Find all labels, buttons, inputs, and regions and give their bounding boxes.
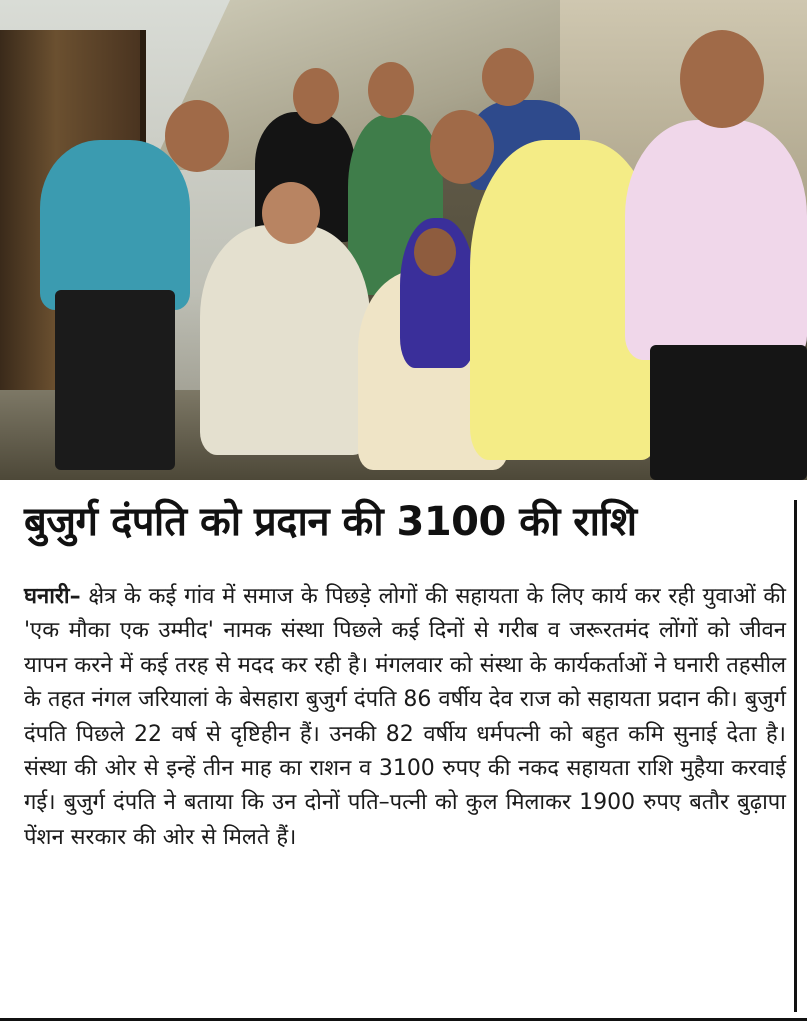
news-photo [0, 0, 807, 480]
article-dateline: घनारी– [24, 584, 81, 609]
person-blue-head [482, 48, 534, 106]
person-teal-head [165, 100, 229, 172]
person-teal-shirt [40, 140, 190, 310]
person-elder-man-head [262, 182, 320, 244]
person-teal-trousers [55, 290, 175, 470]
person-black-head [293, 68, 339, 124]
column-rule-bottom [0, 1018, 807, 1021]
article-body [24, 580, 786, 855]
article-headline: बुजुर्ग दंपति को प्रदान की 3100 की राशि [24, 499, 637, 545]
person-elder-man [200, 225, 370, 455]
person-pink-shirt [625, 120, 807, 360]
person-pink-trousers [650, 345, 807, 480]
column-rule-right [794, 500, 797, 1012]
article-text: क्षेत्र के कई गांव में समाज के पिछड़े लोगों की सहायता के लिए कार्य कर रही युवाओं की 'एक मौका एक उम्मीद' नामक संस्था पिछले कई दिनों से गरीब व जरूरतमंद लोंगों को जीवन यापन करने में कई तरह से मदद कर रही है। मंगलवार को संस्था के कार्यकर्ताओं ने घनारी तहसील के तहत नंगल जरियालां के बेसहारा बुजुर्ग दंपति 86 वर्षीय देव राज को सहायता प्रदान की। बुजुर्ग दंपति पिछले 22 वर्ष से दृष्टिहीन हैं। उनकी 82 वर्षीय धर्मपत्नी को बहुत कमि सुनाई देता है। संस्था की ओर से इन्हें तीन माह का राशन व 3100 रुपए की नकद सहायता राशि मुहैया करवाई गई। बुजुर्ग दंपति ने बताया कि उन दोनों पति–पत्नी को कुल मिलाकर 1900 रुपए बतौर बुढ़ापा पेंशन सरकार की ओर से मिलते हैं। [24, 584, 786, 850]
person-pink-head [680, 30, 764, 128]
person-elder-woman-head [414, 228, 456, 276]
person-green-head [368, 62, 414, 118]
person-yellow-head [430, 110, 494, 184]
